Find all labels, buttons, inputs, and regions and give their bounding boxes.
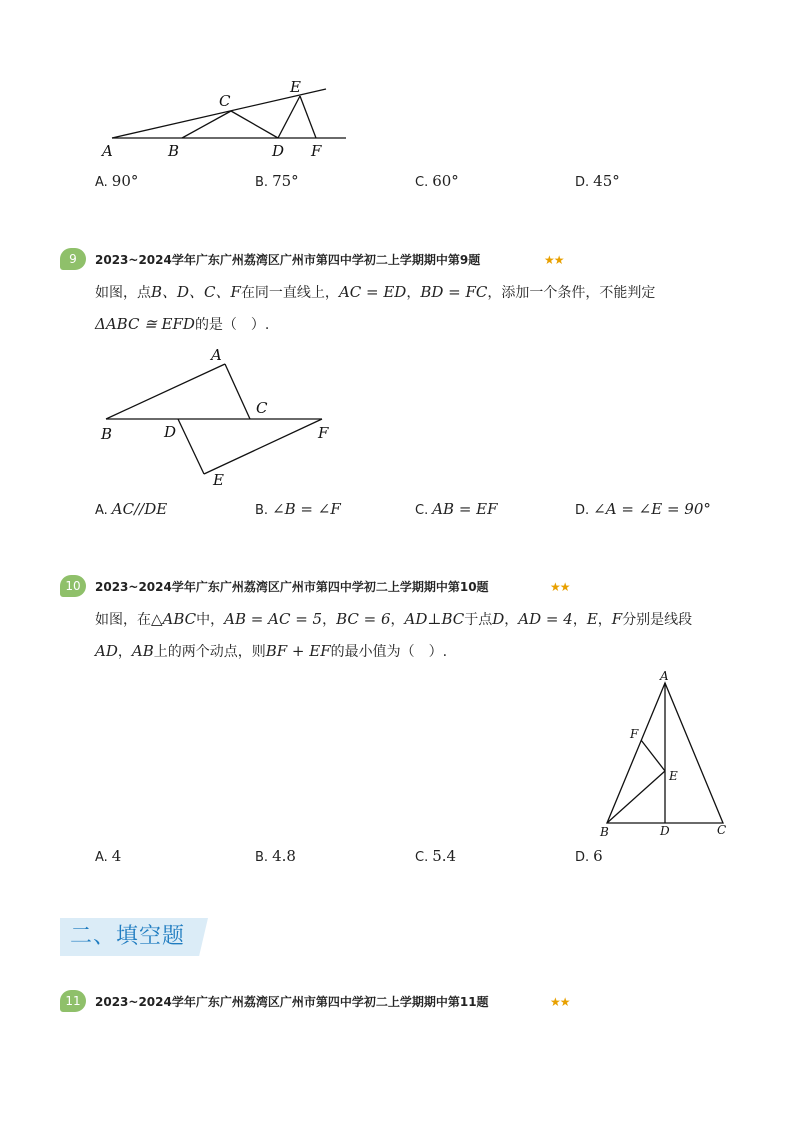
label-b: B: [168, 142, 180, 160]
figure-q8: [0, 0, 794, 170]
line-be: [607, 771, 665, 823]
question-source: 2023~2024学年广东广州荔湾区广州市第四中学初二上学期期中第9题: [95, 253, 481, 267]
label-a: A: [211, 346, 222, 364]
label-a: A: [102, 142, 113, 160]
option-a[interactable]: A. 90°: [95, 172, 139, 190]
label-d: D: [164, 423, 177, 441]
section-heading-title: 二、填空题: [70, 924, 186, 949]
question-text-10-line-1: 如图，在△ABC中，AB = AC = 5，BC = 6，AD⊥BC于点D，AD = 4，E，F分别是线段: [95, 610, 693, 628]
label-b: B: [600, 825, 609, 839]
line-ba: [106, 364, 225, 419]
line-fe: [641, 740, 665, 771]
question-source: 2023~2024学年广东广州荔湾区广州市第四中学初二上学期期中第11题: [95, 995, 489, 1009]
option-d[interactable]: D. 45°: [575, 172, 620, 190]
line-de: [178, 419, 204, 474]
option-c[interactable]: C. 60°: [415, 172, 459, 190]
figure-q9: [0, 340, 794, 500]
options-q10: [0, 845, 794, 867]
label-a: A: [660, 669, 669, 683]
label-f: F: [630, 727, 639, 741]
question-text-9-line-2: ΔABC ≅ EFD的是（ ）.: [95, 315, 270, 333]
line-bc: [182, 111, 231, 138]
option-d[interactable]: D. ∠A = ∠E = 90°: [575, 500, 711, 518]
option-d[interactable]: D. 6: [575, 847, 603, 865]
label-c: C: [219, 92, 231, 110]
question-source: 2023~2024学年广东广州荔湾区广州市第四中学初二上学期期中第10题: [95, 580, 489, 594]
option-c[interactable]: C. 5.4: [415, 847, 457, 865]
figure-q10: [0, 660, 794, 845]
option-b[interactable]: B. 4.8: [255, 847, 296, 865]
line-de: [278, 96, 300, 138]
question-header-11: [60, 990, 760, 1014]
question-header-10: [60, 575, 760, 599]
options-q9: [0, 498, 794, 520]
label-d: D: [660, 824, 670, 838]
difficulty-stars: ★★: [550, 580, 570, 594]
line-ac: [225, 364, 250, 419]
label-e: E: [669, 769, 678, 783]
question-text-10-line-2: AD，AB上的两个动点，则BF + EF的最小值为（ ）.: [95, 642, 448, 660]
label-c: C: [717, 823, 727, 837]
difficulty-stars: ★★: [544, 253, 564, 267]
label-e: E: [290, 78, 301, 96]
label-b: B: [101, 425, 113, 443]
label-f: F: [311, 142, 322, 160]
question-number-badge: 9: [60, 248, 86, 270]
option-b[interactable]: B. ∠B = ∠F: [255, 500, 341, 518]
question-header-9: [60, 248, 760, 272]
options-q8: [0, 170, 794, 192]
section-heading-fill-in: [60, 918, 208, 956]
label-e: E: [213, 471, 224, 489]
question-number-badge: 11: [60, 990, 86, 1012]
line-ef: [300, 96, 316, 138]
option-c[interactable]: C. AB = EF: [415, 500, 498, 518]
difficulty-stars: ★★: [550, 995, 570, 1009]
option-a[interactable]: A. 4: [95, 847, 122, 865]
question-text-9-line-1: 如图，点B、D、C、F在同一直线上，AC = ED，BD = FC，添加一个条件，不能判定: [95, 283, 656, 301]
label-f: F: [318, 424, 329, 442]
option-b[interactable]: B. 75°: [255, 172, 299, 190]
line-ef: [204, 419, 322, 474]
question-number-badge: 10: [60, 575, 86, 597]
label-c: C: [256, 399, 268, 417]
option-a[interactable]: A. AC//DE: [95, 500, 168, 518]
label-d: D: [272, 142, 285, 160]
line-cd: [231, 111, 278, 138]
